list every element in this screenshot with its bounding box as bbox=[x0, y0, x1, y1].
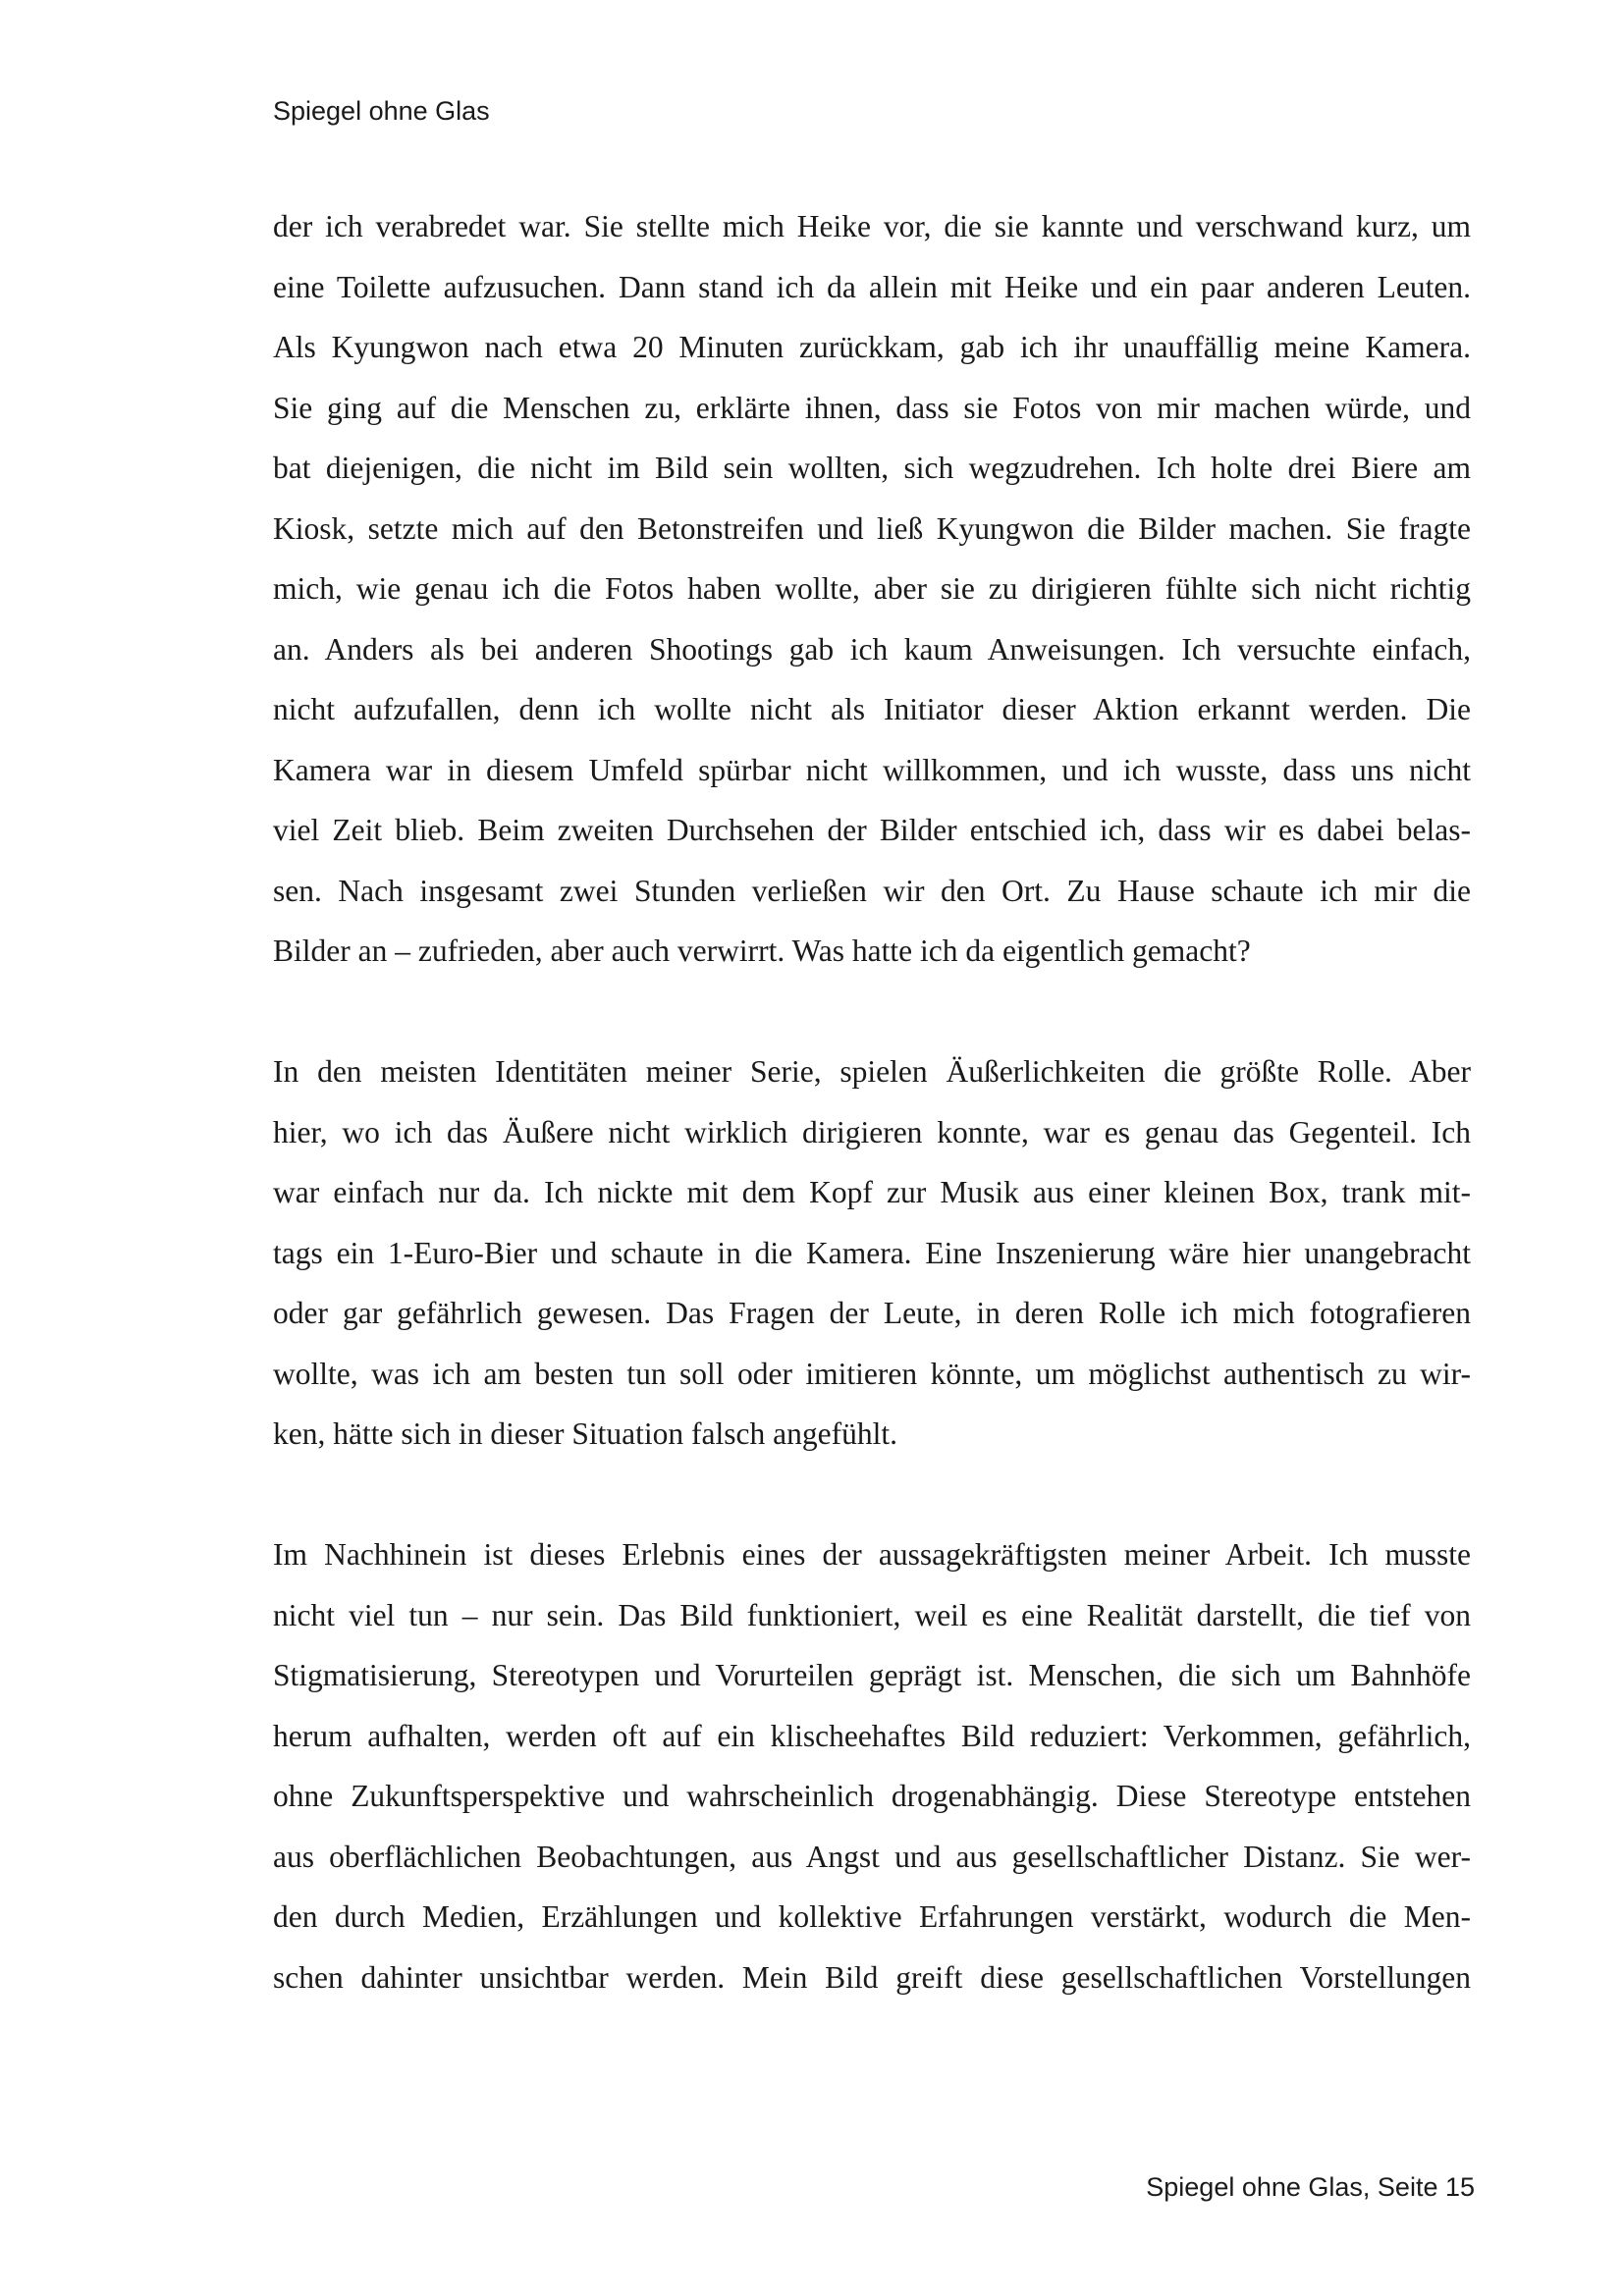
text-line: Kamera war in diesem Umfeld spürbar nicht willkommen, und ich wusste, dass uns nicht bbox=[273, 752, 1471, 787]
text-line: hier, wo ich das Äußere nicht wirklich dirigieren konnte, war es genau das Gegenteil. Ich bbox=[273, 1114, 1471, 1149]
text-line: schen dahinter unsichtbar werden. Mein Bild greift diese gesellschaftlichen Vorstellungen bbox=[273, 1959, 1471, 1995]
text-line: nicht viel tun – nur sein. Das Bild funktioniert, weil es eine Realität darstellt, die tief von bbox=[273, 1597, 1471, 1632]
text-line: nicht aufzufallen, denn ich wollte nicht als Initiator dieser Aktion erkannt werden. Die bbox=[273, 692, 1471, 726]
text-line: sen. Nach insgesamt zwei Stunden verließen wir den Ort. Zu Hause schaute ich mir die bbox=[273, 873, 1471, 908]
text-line: oder gar gefährlich gewesen. Das Fragen der Leute, in deren Rolle ich mich fotografieren bbox=[273, 1296, 1471, 1330]
text-line: In den meisten Identitäten meiner Serie, spielen Äußerlichkeiten die größte Rolle. Aber bbox=[273, 1054, 1471, 1089]
text-line: Im Nachhinein ist dieses Erlebnis eines der aussagekräftigsten meiner Arbeit. Ich musste bbox=[273, 1537, 1471, 1572]
text-line: den durch Medien, Erzählungen und kollektive Erfahrungen verstärkt, wodurch die Men- bbox=[273, 1899, 1471, 1934]
text-line: herum aufhalten, werden oft auf ein klischeehaftes Bild reduziert: Verkommen, gefährlich, bbox=[273, 1718, 1471, 1753]
text-line: an. Anders als bei anderen Shootings gab ich kaum Anweisungen. Ich versuchte einfach, bbox=[273, 631, 1471, 667]
paragraph bbox=[273, 1041, 1471, 1465]
text-line: Sie ging auf die Menschen zu, erklärte ihnen, dass sie Fotos von mir machen würde, und bbox=[273, 390, 1471, 425]
text-line: war einfach nur da. Ich nickte mit dem Kopf zur Musik aus einer kleinen Box, trank mit- bbox=[273, 1175, 1471, 1209]
text-line: ohne Zukunftsperspektive und wahrscheinlich drogenabhängig. Diese Stereotype entstehen bbox=[273, 1779, 1471, 1813]
text-line: Als Kyungwon nach etwa 20 Minuten zurückkam, gab ich ihr unauffällig meine Kamera. bbox=[273, 330, 1471, 364]
paragraph bbox=[273, 196, 1471, 982]
running-header: Spiegel ohne Glas bbox=[273, 96, 490, 126]
body-text bbox=[273, 196, 1471, 2068]
running-footer-page-number: Spiegel ohne Glas, Seite 15 bbox=[1146, 2172, 1475, 2202]
text-line: mich, wie genau ich die Fotos haben wollte, aber sie zu dirigieren fühlte sich nicht richtig bbox=[273, 571, 1471, 606]
text-line: viel Zeit blieb. Beim zweiten Durchsehen der Bilder entschied ich, dass wir es dabei belas- bbox=[273, 813, 1471, 847]
text-line: Kiosk, setzte mich auf den Betonstreifen und ließ Kyungwon die Bilder machen. Sie fragte bbox=[273, 510, 1471, 546]
text-line: eine Toilette aufzusuchen. Dann stand ich da allein mit Heike und ein paar anderen Leuten. bbox=[273, 269, 1471, 304]
text-line: der ich verabredet war. Sie stellte mich Heike vor, die sie kannte und verschwand kurz, um bbox=[273, 209, 1471, 243]
text-line: ken, hätte sich in dieser Situation falsch angefühlt. bbox=[273, 1416, 897, 1451]
text-line: aus oberflächlichen Beobachtungen, aus Angst und aus gesellschaftlicher Distanz. Sie wer- bbox=[273, 1839, 1471, 1874]
text-line: bat diejenigen, die nicht im Bild sein wollten, sich wegzudrehen. Ich holte drei Biere am bbox=[273, 451, 1471, 485]
text-line: wollte, was ich am besten tun soll oder imitieren könnte, um möglichst authentisch zu wir- bbox=[273, 1356, 1471, 1391]
text-line: Bilder an – zufrieden, aber auch verwirrt. Was hatte ich da eigentlich gemacht? bbox=[273, 934, 1251, 968]
text-line: tags ein 1-Euro-Bier und schaute in die Kamera. Eine Inszenierung wäre hier unangebracht bbox=[273, 1235, 1471, 1270]
text-line: Stigmatisierung, Stereotypen und Vorurteilen geprägt ist. Menschen, die sich um Bahnhöfe bbox=[273, 1658, 1471, 1692]
paragraph bbox=[273, 1524, 1471, 2007]
